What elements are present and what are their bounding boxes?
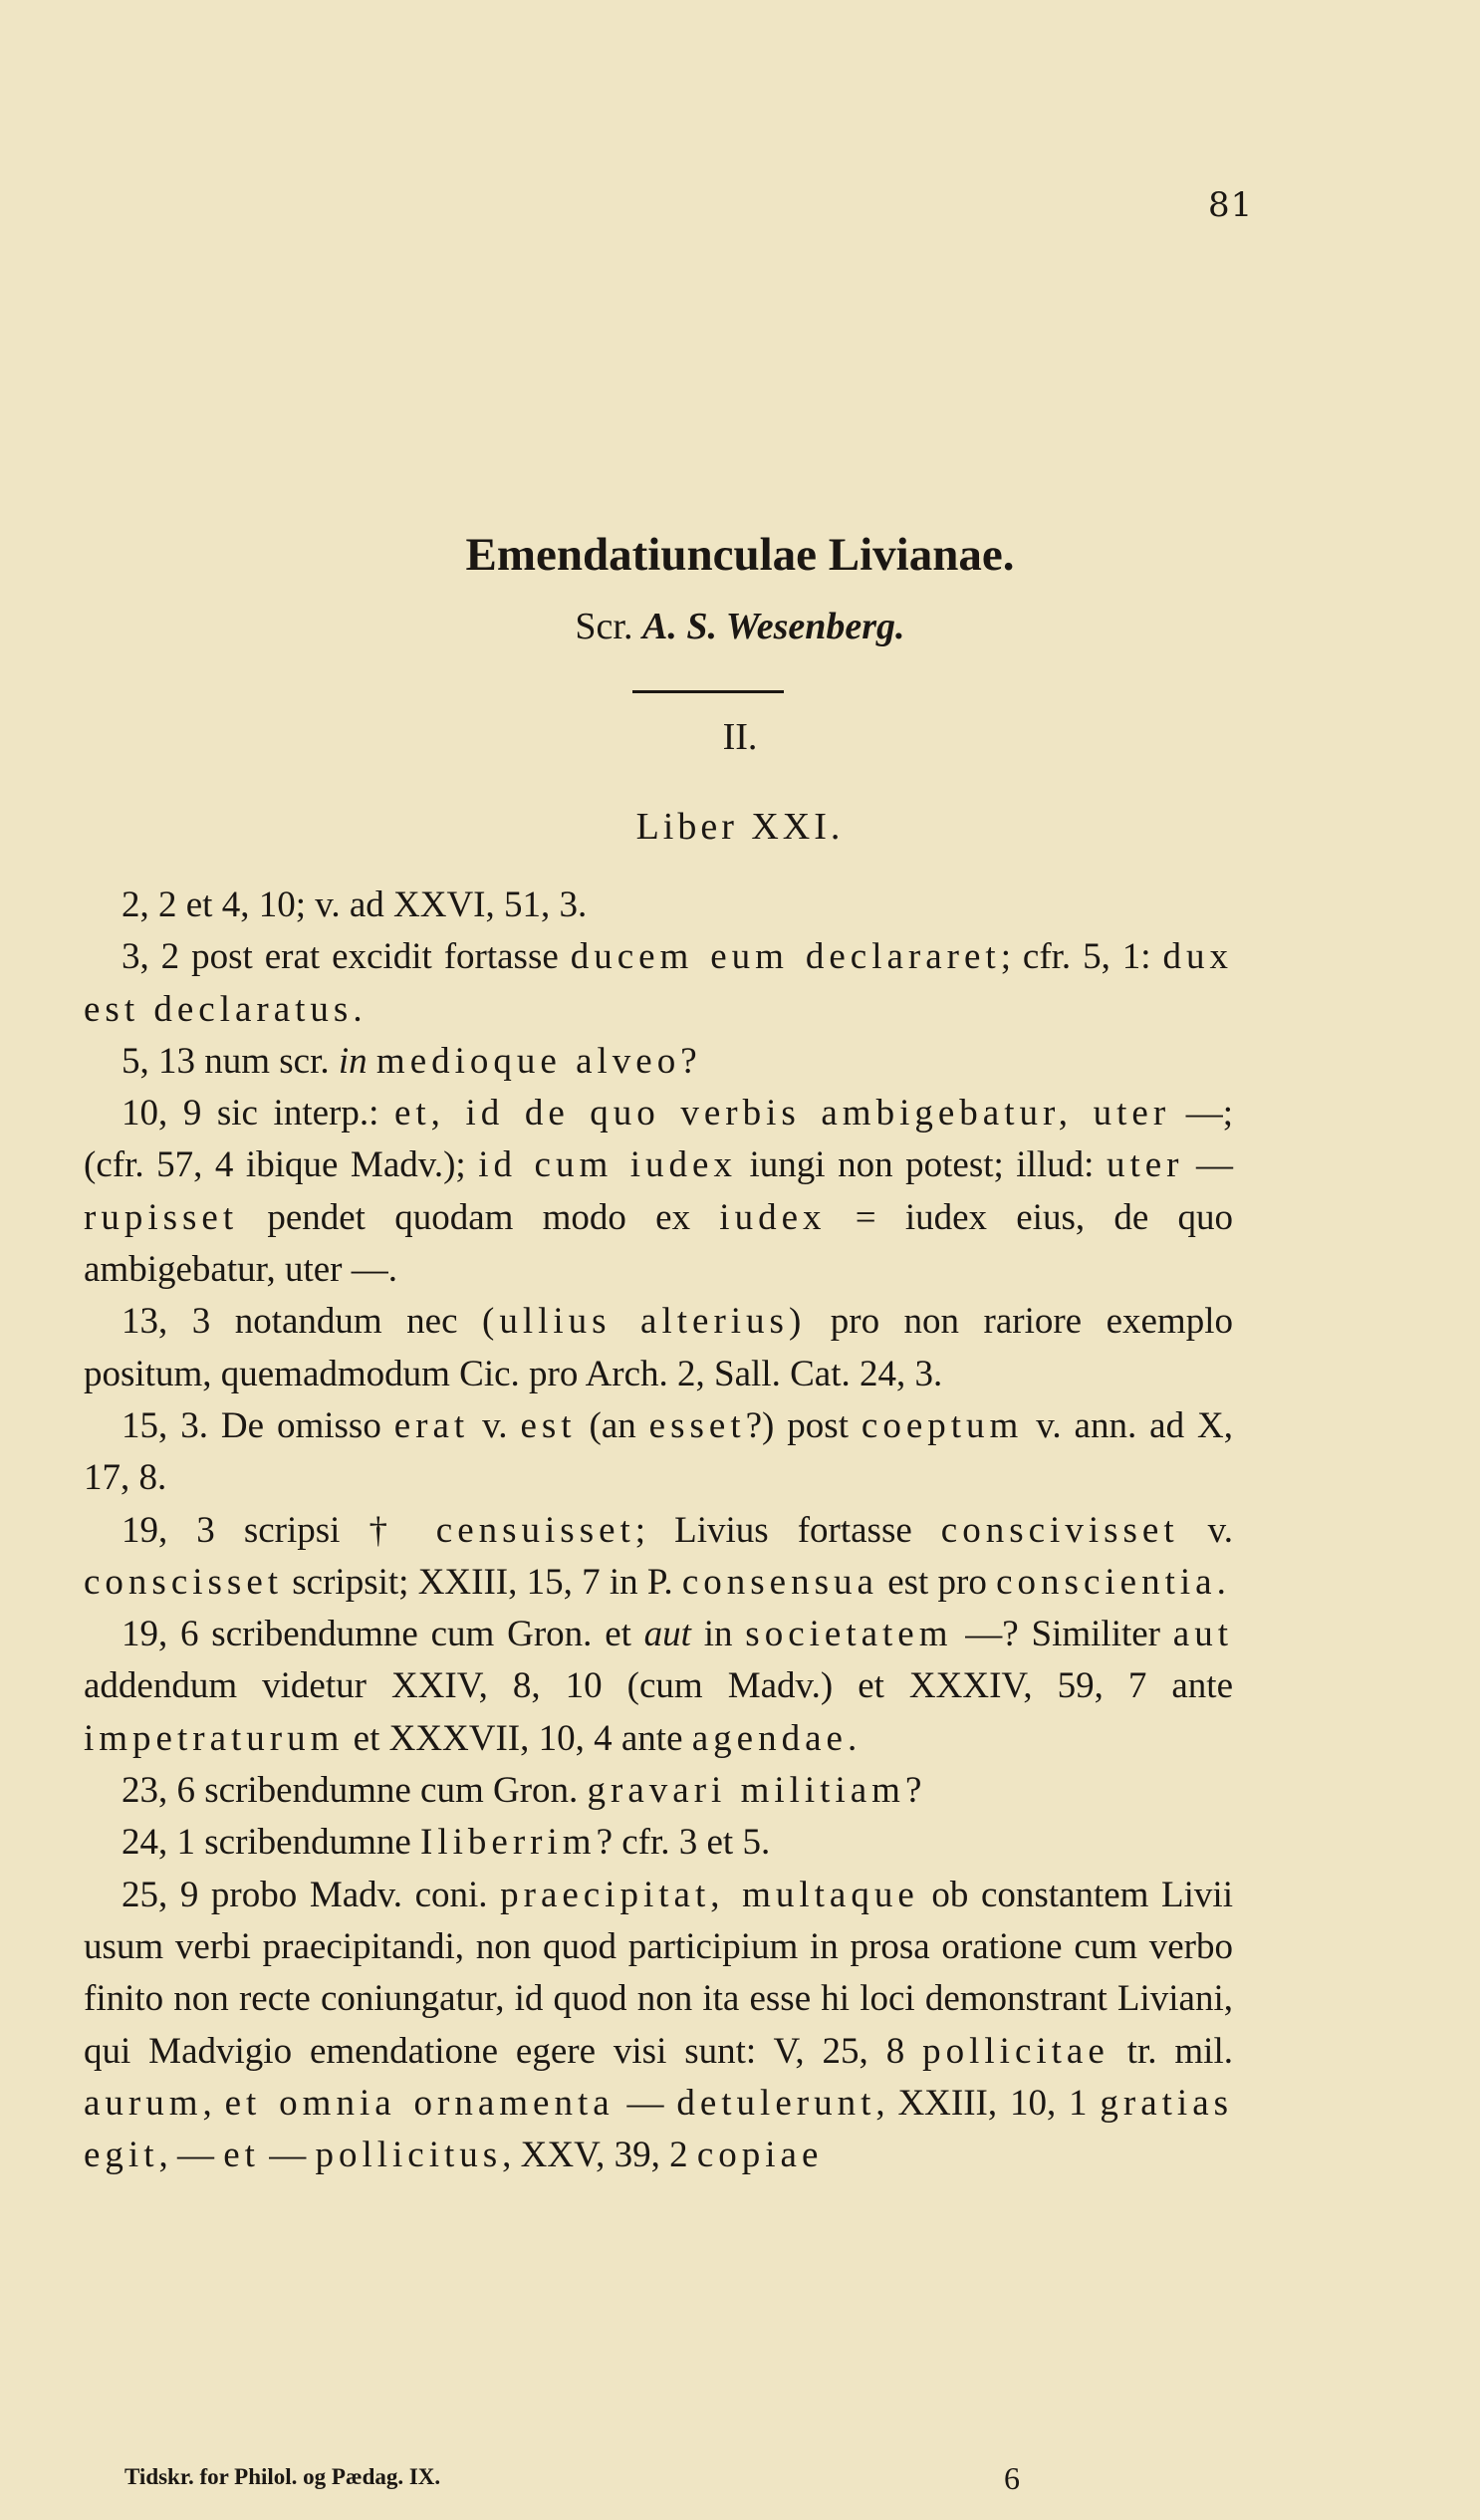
text-run: ; cfr. 5, 1: <box>1000 936 1163 978</box>
spaced-emphasis: societatem <box>745 1614 953 1655</box>
text-run: = iudex eius, de quo ambigebatur, uter —. <box>84 1196 1233 1291</box>
text-run: , XXV, 39, 2 <box>502 2135 697 2176</box>
paragraph <box>84 1088 1233 1296</box>
text-run: 23, 6 scribendumne cum Gron. <box>122 1770 588 1812</box>
italic-emphasis: aut <box>643 1614 691 1655</box>
signature-mark: 6 <box>1004 2460 1020 2496</box>
text-run: iungi non potest; illud: <box>736 1144 1107 1186</box>
section-number: II. <box>722 716 758 758</box>
spaced-emphasis: pollicitus <box>315 2135 503 2176</box>
text-run: 5, 13 num scr. <box>122 1040 339 1082</box>
spaced-emphasis: ducem eum declararet <box>570 936 1001 978</box>
spaced-emphasis: esset <box>648 1404 746 1446</box>
byline <box>0 605 1480 648</box>
text-run: , XXIII, 10, 1 <box>875 2082 1101 2124</box>
text-run: ; Livius fortasse <box>634 1509 941 1551</box>
text-run: ob constantem Livii usum verbi praecipitandi, non quod participium in prosa oratione cum verbo finito non recte coniungatur, id quod non ita esse hi loci demonstrant Liviani, qui Madvigio emendatione egere visi sunt: V, 25, 8 <box>84 1874 1233 2072</box>
text-run: — <box>1183 1144 1234 1186</box>
spaced-emphasis: id cum iudex <box>478 1144 737 1186</box>
text-run: 25, 9 probo Madv. coni. <box>122 1874 501 1915</box>
text-run: 13, 3 notandum nec <box>122 1301 482 1343</box>
spaced-emphasis: est <box>520 1404 577 1446</box>
spaced-emphasis: agendae <box>691 1717 848 1759</box>
text-run: —? Similiter <box>952 1614 1173 1655</box>
text-run: 19, 6 scribendumne cum Gron. et <box>122 1614 644 1655</box>
paragraph <box>84 1609 1233 1765</box>
spaced-emphasis: Iliberrim <box>420 1822 597 1864</box>
byline-prefix: Scr. <box>575 606 633 647</box>
text-run: pendet quodam modo ex <box>238 1196 720 1238</box>
text-run: 24, 1 scribendumne <box>122 1822 421 1864</box>
text-run: ? <box>680 1040 697 1082</box>
text-run: —; (cfr. 57, 4 ibique Madv.); <box>84 1093 1234 1186</box>
spaced-emphasis: et, id de quo verbis ambigebatur, uter <box>393 1093 1171 1134</box>
spaced-emphasis: uter <box>1106 1144 1184 1186</box>
paragraph <box>84 1036 1233 1088</box>
text-run: tr. mil. <box>1109 2030 1233 2072</box>
text-run: 15, 3. De omisso <box>122 1404 394 1446</box>
spaced-emphasis: aurum <box>84 2082 203 2124</box>
paragraph <box>84 1817 1233 1869</box>
spaced-emphasis: copiae <box>696 2135 824 2176</box>
text-run: in <box>690 1614 746 1655</box>
spaced-emphasis: iudex <box>719 1196 827 1238</box>
spaced-emphasis: (ullius alterius) <box>482 1301 807 1343</box>
spaced-emphasis: medioque alveo <box>375 1040 681 1082</box>
paragraph <box>84 880 1233 931</box>
paragraph <box>84 931 1233 1036</box>
spaced-emphasis: detulerunt <box>676 2082 876 2124</box>
text-run: 3, 2 post erat excidit fortasse <box>122 936 571 978</box>
paragraph <box>84 1765 1233 1817</box>
spaced-emphasis: coeptum <box>861 1404 1024 1446</box>
text-run: est pro <box>877 1561 997 1603</box>
spaced-emphasis: et <box>223 2135 260 2176</box>
text-run: (an <box>576 1404 649 1446</box>
text-run: 10, 9 sic interp.: <box>122 1093 394 1134</box>
spaced-emphasis: erat <box>393 1404 470 1446</box>
paragraph <box>84 1505 1233 1610</box>
spaced-emphasis: pollicitae <box>922 2030 1110 2072</box>
author-name: A. S. Wesenberg. <box>641 606 905 647</box>
spaced-emphasis: conscientia <box>996 1561 1217 1603</box>
text-run: addendum videtur XXIV, 8, 10 (cum Madv.) et XXXIV, 59, 7 ante <box>84 1665 1233 1707</box>
journal-footer: Tidskr. for Philol. og Pædag. IX. <box>124 2464 441 2489</box>
italic-emphasis: in <box>338 1040 368 1082</box>
text-run: 2, 2 et 4, 10; v. ad XXVI, 51, 3. <box>122 884 588 925</box>
text-run <box>368 1041 376 1082</box>
spaced-emphasis: aut <box>1172 1614 1233 1655</box>
text-run: — <box>259 2135 316 2176</box>
text-run: . <box>847 1717 858 1759</box>
text-run: . <box>1216 1561 1226 1603</box>
text-run: ? cfr. 3 et 5. <box>596 1822 771 1864</box>
spaced-emphasis: conscisset <box>84 1561 284 1603</box>
article-title: Emendatiunculae Livianae. <box>465 529 1015 581</box>
text-run: 19, 3 scripsi † <box>122 1509 436 1551</box>
title-divider <box>632 690 784 693</box>
text-run: — <box>614 2082 677 2124</box>
spaced-emphasis: et omnia ornamenta <box>224 2082 615 2124</box>
spaced-emphasis: gratias egit <box>84 2082 1234 2176</box>
spaced-emphasis: consensua <box>681 1561 878 1603</box>
text-run: ? <box>904 1770 922 1812</box>
text-run: . <box>353 988 363 1030</box>
spaced-emphasis: praecipitat, multaque <box>500 1874 919 1915</box>
paragraph <box>84 1870 1233 2182</box>
spaced-emphasis: censuisset <box>435 1509 635 1551</box>
text-run: v. <box>1178 1509 1233 1551</box>
text-run: v. <box>469 1404 521 1446</box>
page-number: 81 <box>1208 185 1254 225</box>
spaced-emphasis: conscivisset <box>940 1509 1179 1551</box>
text-run: , — <box>158 2135 224 2176</box>
body-text <box>84 880 1233 2181</box>
text-run: v. ann. ad X, 17, 8. <box>84 1404 1233 1499</box>
text-run: , <box>202 2082 225 2124</box>
text-run: scripsit; XXIII, 15, 7 in P. <box>283 1561 682 1603</box>
paragraph <box>84 1296 1233 1400</box>
spaced-emphasis: gravari militiam <box>587 1770 905 1812</box>
text-run: et XXXVII, 10, 4 ante <box>344 1717 692 1759</box>
book-heading: Liber XXI. <box>635 806 845 848</box>
paragraph <box>84 1400 1233 1505</box>
spaced-emphasis: impetraturum <box>84 1717 345 1759</box>
text-run: pro non rariore exemplo positum, quemadmodum Cic. pro Arch. 2, Sall. Cat. 24, 3. <box>84 1301 1233 1394</box>
spaced-emphasis: dux est declaratus <box>84 936 1233 1030</box>
spaced-emphasis: rupisset <box>84 1196 239 1238</box>
text-run: ?) post <box>745 1404 862 1446</box>
